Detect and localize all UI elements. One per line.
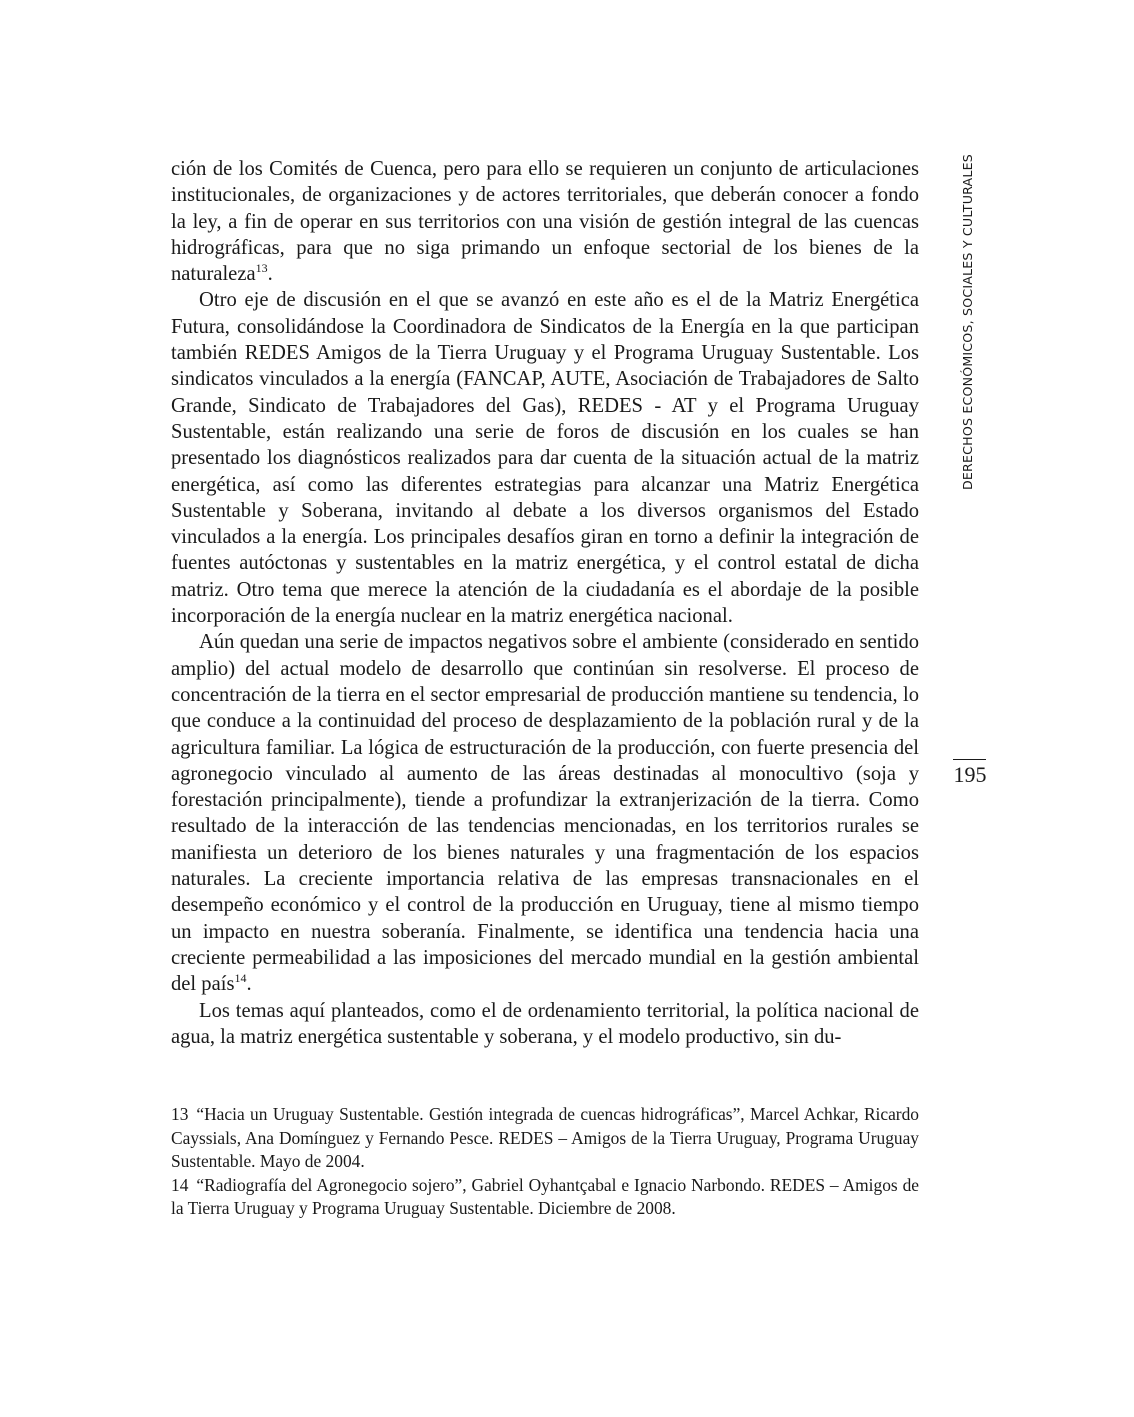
paragraph-3 xyxy=(171,629,919,997)
footnote-number: 13 xyxy=(171,1104,189,1124)
paragraph-4 xyxy=(171,998,919,1051)
paragraph-text: Los temas aquí planteados, como el de ordenamiento territorial, la política nacional de agua, la matriz energética sustentable y soberana, y el modelo productivo, sin du- xyxy=(171,999,919,1048)
footnotes xyxy=(171,1103,919,1221)
footnote-ref-13[interactable]: 13 xyxy=(255,261,268,276)
paragraph-text: Otro eje de discusión en el que se avanzó en este año es el de la Matriz Energética Futura, consolidándose la Coordinadora de Sindicatos de la Energía en la que participan también REDES Amigos de la Tierra Uruguay y el Programa Uruguay Sustentable. Los sindicatos vinculados a la energía (FANCAP, AUTE, Asociación de Trabajadores de Salto Grande, Sindicato de Trabajadores del Gas), REDES - AT y el Programa Uruguay Sustentable, están realizando una serie de foros de discusión en los cuales se han presentado los diagnósticos realizados para dar cuenta de la situación actual de la matriz energética, así como las diferentes estrategias para alcanzar una Matriz Energética Sustentable y Soberana, invitando al debate a los diversos organismos del Estado vinculados a la energía. Los principales desafíos giran en torno a definir la integración de fuentes autóctonas y sustentables en la matriz energética, y el control estatal de dicha matriz. Otro tema que merece la atención de la ciudadanía es el abordaje de la posible incorporación de la energía nuclear en la matriz energética nacional. xyxy=(171,289,919,628)
running-header: DERECHOS ECONÓMICOS, SOCIALES Y CULTURALES xyxy=(960,154,975,490)
footnote-text: “Radiografía del Agronegocio sojero”, Gabriel Oyhantçabal e Ignacio Narbondo. REDES – Amigos de la Tierra Uruguay y Programa Uruguay Sustentable. Diciembre de 2008. xyxy=(171,1174,919,1218)
footnote-14 xyxy=(171,1174,919,1221)
footnote-ref-14[interactable]: 14 xyxy=(234,971,247,986)
paragraph-text: ción de los Comités de Cuenca, pero para ello se requieren un conjunto de articulaciones institucionales, de organizaciones y de actores territoriales, que deberán conocer a fondo la ley, a fin de operar en sus territorios con una visión de gestión integral de las cuencas hidrográficas, para que no siga primando un enfoque sectorial de los bienes de la naturaleza xyxy=(171,158,919,286)
paragraph-text-end: . xyxy=(267,263,273,286)
paragraph-2 xyxy=(171,287,919,629)
body-text xyxy=(171,156,919,1050)
footnote-number: 14 xyxy=(171,1174,189,1195)
page-number-rule xyxy=(953,759,986,760)
paragraph-text: Aún quedan una serie de impactos negativos sobre el ambiente (considerado en sentido amplio) del actual modelo de desarrollo que continúan sin resolverse. El proceso de concentración de la tierra en el sector empresarial de producción mantiene su tendencia, lo que conduce a la continuidad del proceso de desplazamiento de la población rural y de la agricultura familiar. La lógica de estructuración de la producción, con fuerte presencia del agronegocio vinculado al aumento de las áreas destinadas al monocultivo (soja y forestación principalmente), tiende a profundizar la extranjerización de la tierra. Como resultado de la interacción de las tendencias mencionadas, en los territorios rurales se manifiesta un deterioro de los bienes naturales y una fragmentación de los espacios naturales. La creciente importancia relativa de las empresas transnacionales en el desempeño económico y el control de la producción en Uruguay, tiene al mismo tiempo un impacto en nuestra soberanía. Finalmente, se identifica una tendencia hacia una creciente permeabilidad a las imposiciones del mercado mundial en la gestión ambiental del país xyxy=(171,631,919,996)
page-number: 195 xyxy=(953,762,987,787)
paragraph-1 xyxy=(171,156,919,287)
paragraph-text-end: . xyxy=(246,973,252,996)
footnote-text: “Hacia un Uruguay Sustentable. Gestión integrada de cuencas hidrográficas”, Marcel Achkar, Ricardo Cayssials, Ana Domínguez y Fernando Pesce. REDES – Amigos de la Tierra Uruguay, Programa Uruguay Sustentable. Mayo de 2004. xyxy=(171,1104,919,1171)
footnote-13 xyxy=(171,1103,919,1174)
